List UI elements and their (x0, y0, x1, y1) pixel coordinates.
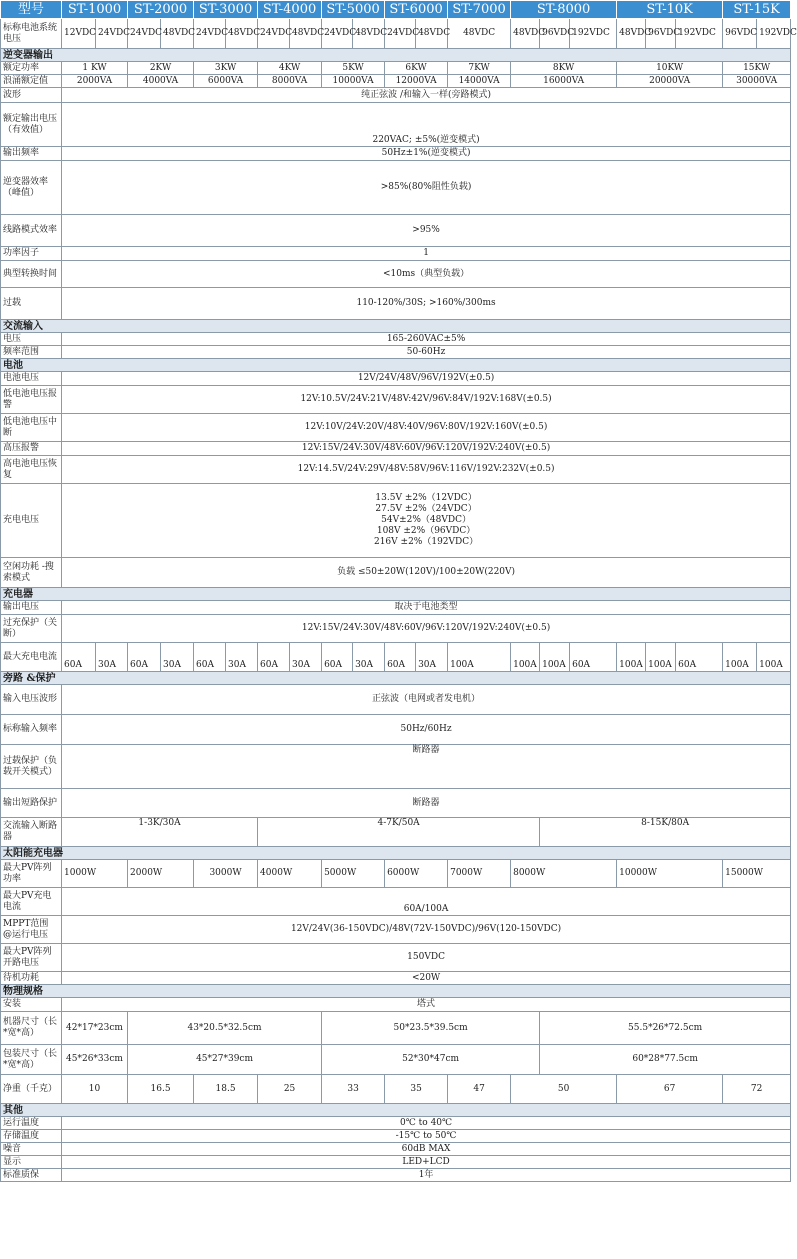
cell: 30A (353, 643, 385, 672)
row-label: 最大PV阵列开路电压 (1, 944, 62, 972)
cell: 12000VA (385, 75, 448, 88)
section-row (1, 359, 791, 372)
row-label: 存储温度 (1, 1130, 62, 1143)
cell: 30000VA (723, 75, 791, 88)
cell: 8000W (511, 860, 617, 888)
cell: 43*20.5*32.5cm (128, 1012, 322, 1045)
table-row (1, 998, 791, 1012)
cell: 4000VA (128, 75, 194, 88)
section-title: 物理规格 (1, 985, 791, 998)
table-row (1, 972, 791, 985)
cell: 15KW (723, 62, 791, 75)
cell: 100A (646, 643, 676, 672)
cell: <20W (62, 972, 791, 985)
section-title: 电池 (1, 359, 791, 372)
row-label: 浪涌额定值 (1, 75, 62, 88)
cell: 48VDC (416, 19, 448, 49)
model-header: ST-3000 (194, 1, 258, 19)
table-row (1, 1117, 791, 1130)
cell: 纯正弦波 /和输入一样(旁路模式) (62, 88, 791, 103)
cell: 24VDC (194, 19, 226, 49)
cell: 0℃ to 40℃ (62, 1117, 791, 1130)
row-label: 低电池电压报警 (1, 386, 62, 414)
cell: 2000VA (62, 75, 128, 88)
cell: 35 (385, 1075, 448, 1104)
cell: 18.5 (194, 1075, 258, 1104)
row-label: 显示 (1, 1156, 62, 1169)
table-row (1, 1143, 791, 1156)
table-row (1, 484, 791, 558)
table-row (1, 818, 791, 847)
cell: 7KW (448, 62, 511, 75)
cell: 12V:15V/24V:30V/48V:60V/96V:120V/192V:240V(±0.5) (62, 615, 791, 643)
cell: 100A (757, 643, 791, 672)
section-row (1, 847, 791, 860)
cell: 12V:10V/24V:20V/48V:40V/96V:80V/192V:160V(±0.5) (62, 414, 791, 442)
cell: 24VDC (385, 19, 416, 49)
model-header: ST-15K (723, 1, 791, 19)
row-label: 输入电压波形 (1, 685, 62, 715)
cell: 1000W (62, 860, 128, 888)
charge-line: 13.5V ±2%（12VDC） (375, 493, 477, 503)
row-label: 电池电压 (1, 372, 62, 386)
row-label: 最大PV阵列功率 (1, 860, 62, 888)
section-row (1, 49, 791, 62)
row-label: 运行温度 (1, 1117, 62, 1130)
cell: 60dB MAX (62, 1143, 791, 1156)
cell: 100A (617, 643, 646, 672)
table-row (1, 161, 791, 215)
row-label: 电压 (1, 333, 62, 346)
charge-line: 27.5V ±2%（24VDC） (375, 504, 477, 514)
cell: 5KW (322, 62, 385, 75)
model-header: ST-10K (617, 1, 723, 19)
model-header: ST-6000 (385, 1, 448, 19)
row-label: 输出电压 (1, 601, 62, 615)
cell: 45*27*39cm (128, 1045, 322, 1075)
cell: 60A (62, 643, 96, 672)
table-row (1, 247, 791, 261)
table-row (1, 685, 791, 715)
row-label: 包装尺寸（长*宽*高） (1, 1045, 62, 1075)
cell: 25 (258, 1075, 322, 1104)
cell: 16000VA (511, 75, 617, 88)
table-row (1, 456, 791, 484)
cell: 50Hz/60Hz (62, 715, 791, 745)
cell: 42*17*23cm (62, 1012, 128, 1045)
section-row (1, 588, 791, 601)
section-row (1, 320, 791, 333)
cell: 3KW (194, 62, 258, 75)
cell: 6000VA (194, 75, 258, 88)
row-label: 线路模式效率 (1, 215, 62, 247)
table-row (1, 261, 791, 288)
cell: 1 KW (62, 62, 128, 75)
table-row (1, 789, 791, 818)
cell: 100A (723, 643, 757, 672)
row-label: 过载 (1, 288, 62, 320)
cell: <10ms（典型负载） (62, 261, 791, 288)
cell: 8-15K/80A (540, 818, 791, 847)
cell: 1 (62, 247, 791, 261)
cell: 4-7K/50A (258, 818, 540, 847)
cell: 12VDC (62, 19, 96, 49)
cell: 5000W (322, 860, 385, 888)
cell: 100A (540, 643, 570, 672)
cell: 4KW (258, 62, 322, 75)
table-row (1, 1012, 791, 1045)
table-row (1, 1169, 791, 1182)
cell: 断路器 (62, 745, 791, 789)
cell: 2KW (128, 62, 194, 75)
row-label: 低电池电压中断 (1, 414, 62, 442)
cell: 12V:10.5V/24V:21V/48V:42V/96V:84V/192V:168V(±0.5) (62, 386, 791, 414)
row-label: 输出短路保护 (1, 789, 62, 818)
cell: 12V/24V/48V/96V/192V(±0.5) (62, 372, 791, 386)
cell: 100A (448, 643, 511, 672)
cell: 24VDC (258, 19, 290, 49)
cell: 47 (448, 1075, 511, 1104)
row-label: 净重（千克） (1, 1075, 62, 1104)
cell: 7000W (448, 860, 511, 888)
section-title: 太阳能充电器 (1, 847, 791, 860)
row-label: 安装 (1, 998, 62, 1012)
cell: 48VDC (290, 19, 322, 49)
row-label: 过载保护（负载开关模式） (1, 745, 62, 789)
charge-line: 108V ±2%（96VDC） (376, 526, 476, 536)
model-header: ST-1000 (62, 1, 128, 19)
table-row (1, 745, 791, 789)
cell: 50-60Hz (62, 346, 791, 359)
cell: 12V:14.5V/24V:29V/48V:58V/96V:116V/192V:232V(±0.5) (62, 456, 791, 484)
cell: 24VDC (322, 19, 353, 49)
cell: >85%(80%阻性负载) (62, 161, 791, 215)
table-row (1, 1156, 791, 1169)
table-row (1, 288, 791, 320)
cell: 96VDC (723, 19, 757, 49)
row-label: 额定输出电压（有效值） (1, 103, 62, 147)
row-label: 交流输入断路器 (1, 818, 62, 847)
row-label: 最大PV充电电流 (1, 888, 62, 916)
table-row (1, 414, 791, 442)
cell: 60A (258, 643, 290, 672)
cell: 150VDC (62, 944, 791, 972)
row-label: 高压报警 (1, 442, 62, 456)
cell: 48VDC (353, 19, 385, 49)
cell: 3000W (194, 860, 258, 888)
cell: 取决于电池类型 (62, 601, 791, 615)
cell: 60A/100A (62, 888, 791, 916)
cell: 10000VA (322, 75, 385, 88)
table-row (1, 19, 791, 49)
table-row (1, 215, 791, 247)
row-label: 频率范围 (1, 346, 62, 359)
table-row (1, 372, 791, 386)
row-label: 标称电池系统电压 (1, 19, 62, 49)
model-header: ST-7000 (448, 1, 511, 19)
row-label: 标称输入频率 (1, 715, 62, 745)
table-row (1, 601, 791, 615)
cell: 48VDC (226, 19, 258, 49)
section-row (1, 1104, 791, 1117)
model-header: ST-2000 (128, 1, 194, 19)
cell: 6000W (385, 860, 448, 888)
cell: 72 (723, 1075, 791, 1104)
header-row (1, 1, 791, 19)
cell: 96VDC (646, 19, 676, 49)
cell: 10 (62, 1075, 128, 1104)
row-label: 充电电压 (1, 484, 62, 558)
cell: 塔式 (62, 998, 791, 1012)
cell (62, 484, 791, 558)
table-row (1, 558, 791, 588)
cell: 24VDC (96, 19, 128, 49)
row-label: 功率因子 (1, 247, 62, 261)
cell: -15℃ to 50℃ (62, 1130, 791, 1143)
table-row (1, 643, 791, 672)
cell: 1-3K/30A (62, 818, 258, 847)
cell: 12V/24V(36-150VDC)/48V(72V-150VDC)/96V(120-150VDC) (62, 916, 791, 944)
cell: >95% (62, 215, 791, 247)
cell: 48VDC (511, 19, 540, 49)
row-label: MPPT范围 @运行电压 (1, 916, 62, 944)
section-row (1, 672, 791, 685)
cell: 断路器 (62, 789, 791, 818)
table-row (1, 333, 791, 346)
section-title: 旁路 &保护 (1, 672, 791, 685)
cell: 220VAC; ±5%(逆变模式) (62, 103, 791, 147)
cell: 33 (322, 1075, 385, 1104)
cell: 1年 (62, 1169, 791, 1182)
row-label: 噪音 (1, 1143, 62, 1156)
cell: 10KW (617, 62, 723, 75)
row-label: 额定功率 (1, 62, 62, 75)
cell: 192VDC (570, 19, 617, 49)
row-label: 逆变器效率（峰值） (1, 161, 62, 215)
cell: 60A (194, 643, 226, 672)
cell: 20000VA (617, 75, 723, 88)
row-label: 机器尺寸（长*宽*高） (1, 1012, 62, 1045)
charge-line: 216V ±2%（192VDC） (373, 537, 479, 547)
cell: 30A (226, 643, 258, 672)
cell: 67 (617, 1075, 723, 1104)
cell: 192VDC (757, 19, 791, 49)
row-label: 标准质保 (1, 1169, 62, 1182)
row-label: 空闲功耗 -搜索模式 (1, 558, 62, 588)
section-title: 交流输入 (1, 320, 791, 333)
table-row (1, 75, 791, 88)
cell: 14000VA (448, 75, 511, 88)
table-row (1, 944, 791, 972)
cell: 50 (511, 1075, 617, 1104)
table-row (1, 860, 791, 888)
section-row (1, 985, 791, 998)
cell: 110-120%/30S; >160%/300ms (62, 288, 791, 320)
table-row (1, 1045, 791, 1075)
row-label: 过充保护（关断） (1, 615, 62, 643)
cell: 60A (385, 643, 416, 672)
table-row (1, 147, 791, 161)
section-title: 充电器 (1, 588, 791, 601)
table-row (1, 888, 791, 916)
table-row (1, 615, 791, 643)
cell: 52*30*47cm (322, 1045, 540, 1075)
cell: 48VDC (448, 19, 511, 49)
cell: 30A (96, 643, 128, 672)
charge-line: 54V±2%（48VDC） (381, 515, 471, 525)
cell: 30A (161, 643, 194, 672)
cell: 60A (570, 643, 617, 672)
model-header: ST-8000 (511, 1, 617, 19)
cell: 2000W (128, 860, 194, 888)
table-row (1, 715, 791, 745)
cell: 96VDC (540, 19, 570, 49)
cell: 12V:15V/24V:30V/48V:60V/96V:120V/192V:240V(±0.5) (62, 442, 791, 456)
cell: 60*28*77.5cm (540, 1045, 791, 1075)
cell: 6KW (385, 62, 448, 75)
table-row (1, 386, 791, 414)
row-label: 输出频率 (1, 147, 62, 161)
cell: 15000W (723, 860, 791, 888)
cell: 8KW (511, 62, 617, 75)
section-title: 逆变器输出 (1, 49, 791, 62)
cell: 10000W (617, 860, 723, 888)
cell: 8000VA (258, 75, 322, 88)
cell: 30A (416, 643, 448, 672)
model-header: ST-4000 (258, 1, 322, 19)
cell: 165-260VAC±5% (62, 333, 791, 346)
table-row (1, 103, 791, 147)
cell: 24VDC (128, 19, 161, 49)
model-header: ST-5000 (322, 1, 385, 19)
cell: 正弦波（电网或者发电机） (62, 685, 791, 715)
cell: 100A (511, 643, 540, 672)
table-row (1, 62, 791, 75)
row-label: 最大充电电流 (1, 643, 62, 672)
table-row (1, 442, 791, 456)
table-row (1, 346, 791, 359)
cell: 60A (676, 643, 723, 672)
row-label: 高电池电压恢复 (1, 456, 62, 484)
cell: 48VDC (161, 19, 194, 49)
table-row (1, 916, 791, 944)
table-row (1, 88, 791, 103)
cell: 4000W (258, 860, 322, 888)
cell: LED+LCD (62, 1156, 791, 1169)
row-label: 典型转换时间 (1, 261, 62, 288)
cell: 50*23.5*39.5cm (322, 1012, 540, 1045)
cell: 负载 ≤50±20W(120V)/100±20W(220V) (62, 558, 791, 588)
cell: 45*26*33cm (62, 1045, 128, 1075)
cell: 192VDC (676, 19, 723, 49)
cell: 60A (322, 643, 353, 672)
cell: 55.5*26*72.5cm (540, 1012, 791, 1045)
cell: 16.5 (128, 1075, 194, 1104)
cell: 48VDC (617, 19, 646, 49)
header-label: 型号 (1, 1, 62, 19)
cell: 60A (128, 643, 161, 672)
cell: 50Hz±1%(逆变模式) (62, 147, 791, 161)
section-title: 其他 (1, 1104, 791, 1117)
row-label: 待机功耗 (1, 972, 62, 985)
table-row (1, 1075, 791, 1104)
table-row (1, 1130, 791, 1143)
cell: 30A (290, 643, 322, 672)
row-label: 波形 (1, 88, 62, 103)
